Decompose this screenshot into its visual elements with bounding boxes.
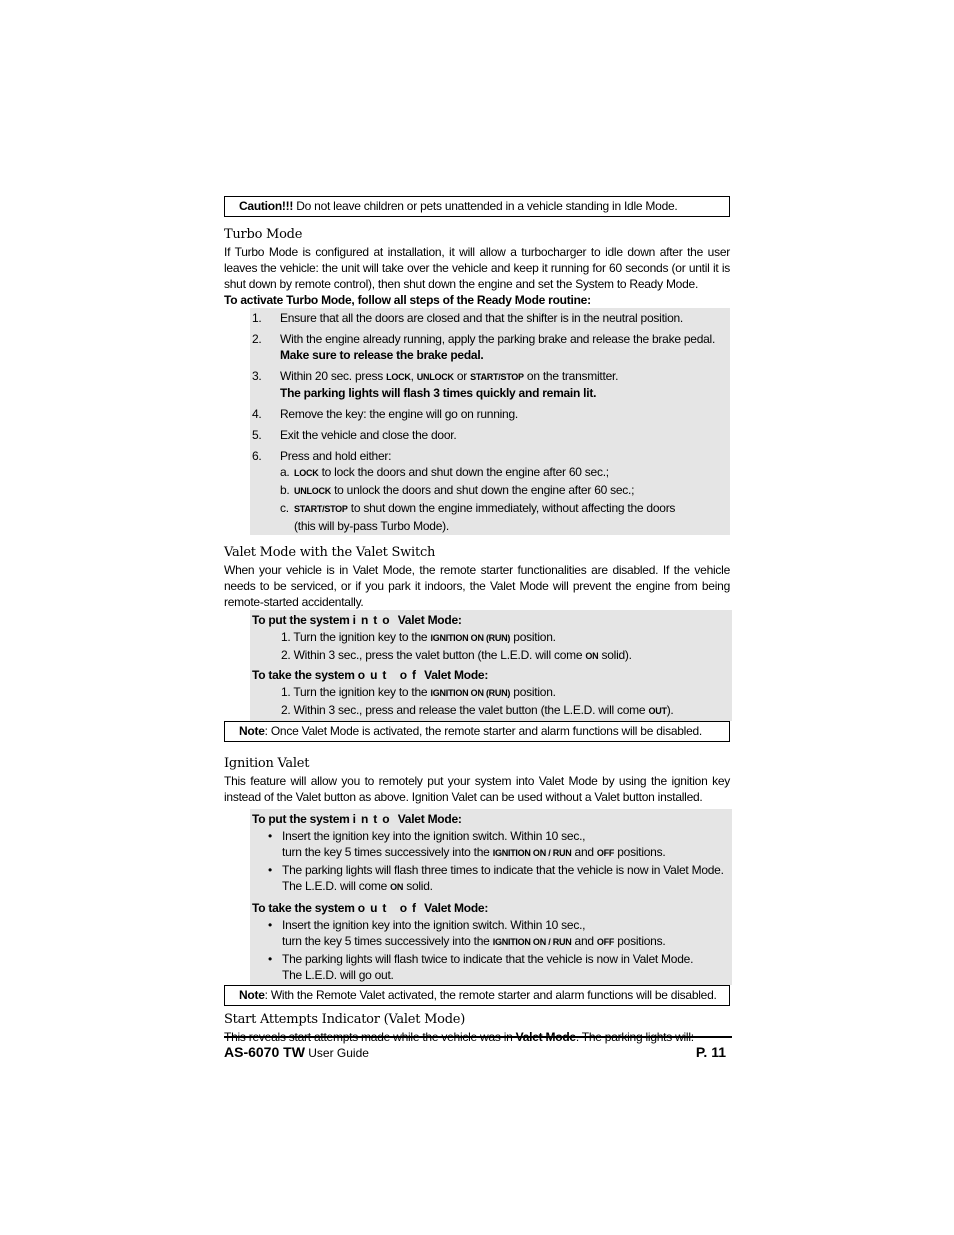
heading-emphasis: out of <box>357 668 422 682</box>
turbo-step-4 <box>250 406 730 422</box>
item-text: and <box>571 845 597 859</box>
ignition-out-item-2 <box>252 951 732 983</box>
ignition-out-heading <box>252 900 732 917</box>
model-name: AS-6070 TW <box>224 1044 305 1060</box>
step-text-pre: 2. Within 3 sec., press and release the valet button (the L.E.D. will come <box>281 703 649 717</box>
text-pre: This reveals start attempts made while the vehicle was in <box>224 1030 516 1044</box>
step-text-pre: 1. Turn the ignition key to the <box>281 630 431 644</box>
step-text: Ensure that all the doors are closed and that the shifter is in the neutral position. <box>280 311 684 325</box>
note-label: Note <box>239 724 265 738</box>
step-text: With the engine already running, apply the parking brake and release the brake pedal. <box>280 332 716 346</box>
separator: or <box>453 369 471 383</box>
item-line-1: The parking lights will flash three times to indicate that the vehicle is now in Valet Mode. <box>282 863 724 877</box>
separator: , <box>410 369 417 383</box>
step-text-post: position. <box>510 685 556 699</box>
valet-into-step-2 <box>252 647 732 665</box>
page-number: P. 11 <box>695 1044 726 1060</box>
valet-out-step-2 <box>252 702 732 720</box>
page-content <box>224 196 730 1045</box>
heading-emphasis: out of <box>357 901 422 915</box>
key-off: OFF <box>596 848 615 858</box>
step-emphasis: The parking lights will flash 3 times quickly and remain lit. <box>280 386 597 400</box>
valet-switch-panel <box>250 610 732 721</box>
item-text: and <box>571 934 597 948</box>
text-post: . The parking lights will: <box>575 1030 694 1044</box>
bullet: • <box>268 918 272 932</box>
turbo-activate: To activate Turbo Mode, follow all steps of the Ready Mode routine: <box>224 293 591 307</box>
start-attempts-title: Start Attempts Indicator (Valet Mode) <box>224 1012 466 1027</box>
heading-post: Valet Mode: <box>394 613 462 627</box>
sub-label: b. <box>280 483 290 497</box>
item-text: turn the key 5 times successively into the <box>282 845 493 859</box>
item-line-2: The L.E.D. will go out. <box>282 968 394 982</box>
step-text-pre: 2. Within 3 sec., press the valet button (the L.E.D. will come <box>281 648 586 662</box>
key-lock: LOCK <box>294 468 319 478</box>
key-out: OUT <box>648 706 667 716</box>
guide-label: User Guide <box>304 1046 369 1060</box>
turbo-title: Turbo Mode <box>224 227 303 242</box>
heading-pre: To take the system <box>252 668 358 682</box>
bullet: • <box>268 863 272 877</box>
key-ignition-on-run: IGNITION ON / RUN <box>492 937 572 947</box>
valet-into-step-1 <box>252 629 732 647</box>
heading-pre: To put the system <box>252 613 353 627</box>
heading-pre: To put the system <box>252 812 353 826</box>
step-text-pre: 1. Turn the ignition key to the <box>281 685 431 699</box>
note-text: : Once Valet Mode is activated, the remote starter and alarm functions will be disabled. <box>264 724 703 738</box>
item-line-1: Insert the ignition key into the ignition switch. Within 10 sec., <box>282 829 586 843</box>
step-emphasis: Make sure to release the brake pedal. <box>280 348 484 362</box>
sub-text: to shut down the engine immediately, without affecting the doors <box>347 501 676 515</box>
item-line-2 <box>282 844 732 861</box>
step-number: 6. <box>252 449 262 463</box>
step-text: Press and hold either: <box>280 449 392 463</box>
step-text-post: solid). <box>598 648 632 662</box>
step-text <box>280 368 730 385</box>
item-text: solid. <box>403 879 433 893</box>
heading-emphasis: into <box>352 812 395 826</box>
item-line-2 <box>282 878 732 895</box>
item-text: The L.E.D. will come <box>282 879 391 893</box>
ignition-into-heading <box>252 811 732 828</box>
note-text: : With the Remote Valet activated, the remote starter and alarm functions will be disabled. <box>264 988 717 1002</box>
bullet: • <box>268 829 272 843</box>
turbo-step-1 <box>250 310 730 326</box>
key-unlock: UNLOCK <box>416 372 454 382</box>
heading-post: Valet Mode: <box>421 668 489 682</box>
ignition-valet-panel <box>250 809 732 985</box>
ignition-into-list <box>252 828 732 895</box>
item-line-2 <box>282 933 732 950</box>
step-text: Exit the vehicle and close the door. <box>280 428 457 442</box>
sub-option-b <box>280 482 730 500</box>
footer-left <box>224 1044 369 1060</box>
step-number: 2. <box>252 332 262 346</box>
key-unlock: UNLOCK <box>294 486 331 496</box>
turbo-step-6 <box>250 448 730 535</box>
ignition-into-item-1 <box>252 828 732 861</box>
valet-into-heading <box>252 612 732 629</box>
ignition-out-list <box>252 917 732 983</box>
ignition-title: Ignition Valet <box>224 756 310 771</box>
turbo-steps-panel <box>250 308 730 535</box>
key-ignition-on-run: IGNITION ON (RUN) <box>430 688 511 698</box>
sub-continuation: (this will by-pass Turbo Mode). <box>294 519 449 533</box>
valet-intro: When your vehicle is in Valet Mode, the remote starter functionalities are disabled. If the vehicle needs to be serviced, or if you park it indoors, the Valet Mode will prevent the engine from being remote-started accidentally. <box>224 563 730 609</box>
valet-out-step-1 <box>252 684 732 702</box>
ignition-note-box <box>224 985 730 1006</box>
bullet: • <box>268 952 272 966</box>
heading-emphasis: into <box>352 613 395 627</box>
valet-out-heading <box>252 667 732 684</box>
step-number: 4. <box>252 407 262 421</box>
turbo-step-2 <box>250 331 730 363</box>
text-emphasis: Valet Mode <box>515 1030 576 1044</box>
step-text-post: ). <box>666 703 674 717</box>
item-text: positions. <box>614 934 666 948</box>
sub-option-c <box>280 500 730 518</box>
turbo-step-5 <box>250 427 730 443</box>
sub-option-a <box>280 464 730 482</box>
key-off: OFF <box>596 937 615 947</box>
key-ignition-on-run: IGNITION ON / RUN <box>492 848 572 858</box>
key-on: ON <box>585 651 599 661</box>
sub-text: to lock the doors and shut down the engine after 60 sec.; <box>318 465 609 479</box>
step-text-post: on the transmitter. <box>523 369 619 383</box>
step-number: 3. <box>252 369 262 383</box>
sub-label: c. <box>280 501 289 515</box>
caution-label: Caution!!! <box>239 199 294 213</box>
key-on: ON <box>390 882 404 892</box>
key-ignition-on-run: IGNITION ON (RUN) <box>430 633 511 643</box>
note-label: Note <box>239 988 265 1002</box>
step-number: 1. <box>252 311 262 325</box>
step-text-pre: Within 20 sec. press <box>280 369 387 383</box>
step-text-post: position. <box>510 630 556 644</box>
caution-box <box>224 196 730 217</box>
ignition-out-item-1 <box>252 917 732 950</box>
heading-post: Valet Mode: <box>394 812 462 826</box>
step-number: 5. <box>252 428 262 442</box>
item-line-1: Insert the ignition key into the ignition switch. Within 10 sec., <box>282 918 586 932</box>
turbo-steps <box>250 308 730 535</box>
turbo-intro: If Turbo Mode is configured at installation, it will allow a turbocharger to idle down after the user leaves the vehicle: the unit will take over the vehicle and keep it running for 60 seconds (or until it is shut down by remote control), then shut down the engine and set the System to Ready Mode. <box>224 245 730 291</box>
ignition-into-item-2 <box>252 862 732 895</box>
caution-text: Do not leave children or pets unattended in a vehicle standing in Idle Mode. <box>293 199 678 213</box>
valet-note-box <box>224 721 730 742</box>
sub-label: a. <box>280 465 290 479</box>
sub-text: to unlock the doors and shut down the engine after 60 sec.; <box>331 483 635 497</box>
heading-post: Valet Mode: <box>421 901 489 915</box>
heading-pre: To take the system <box>252 901 358 915</box>
item-text: positions. <box>614 845 666 859</box>
ignition-intro: This feature will allow you to remotely put your system into Valet Mode by using the ignition key instead of the Valet button as above. Ignition Valet can be used without a Valet button installed. <box>224 774 730 804</box>
item-line-1: The parking lights will flash twice to indicate that the vehicle is now in Valet Mode. <box>282 952 694 966</box>
turbo-step-3 <box>250 368 730 401</box>
valet-title: Valet Mode with the Valet Switch <box>224 545 436 560</box>
item-text: turn the key 5 times successively into the <box>282 934 493 948</box>
key-lock: LOCK <box>386 372 411 382</box>
key-start-stop: START/STOP <box>470 372 524 382</box>
step-text: Remove the key: the engine will go on running. <box>280 407 518 421</box>
key-start-stop: START/STOP <box>294 504 348 514</box>
